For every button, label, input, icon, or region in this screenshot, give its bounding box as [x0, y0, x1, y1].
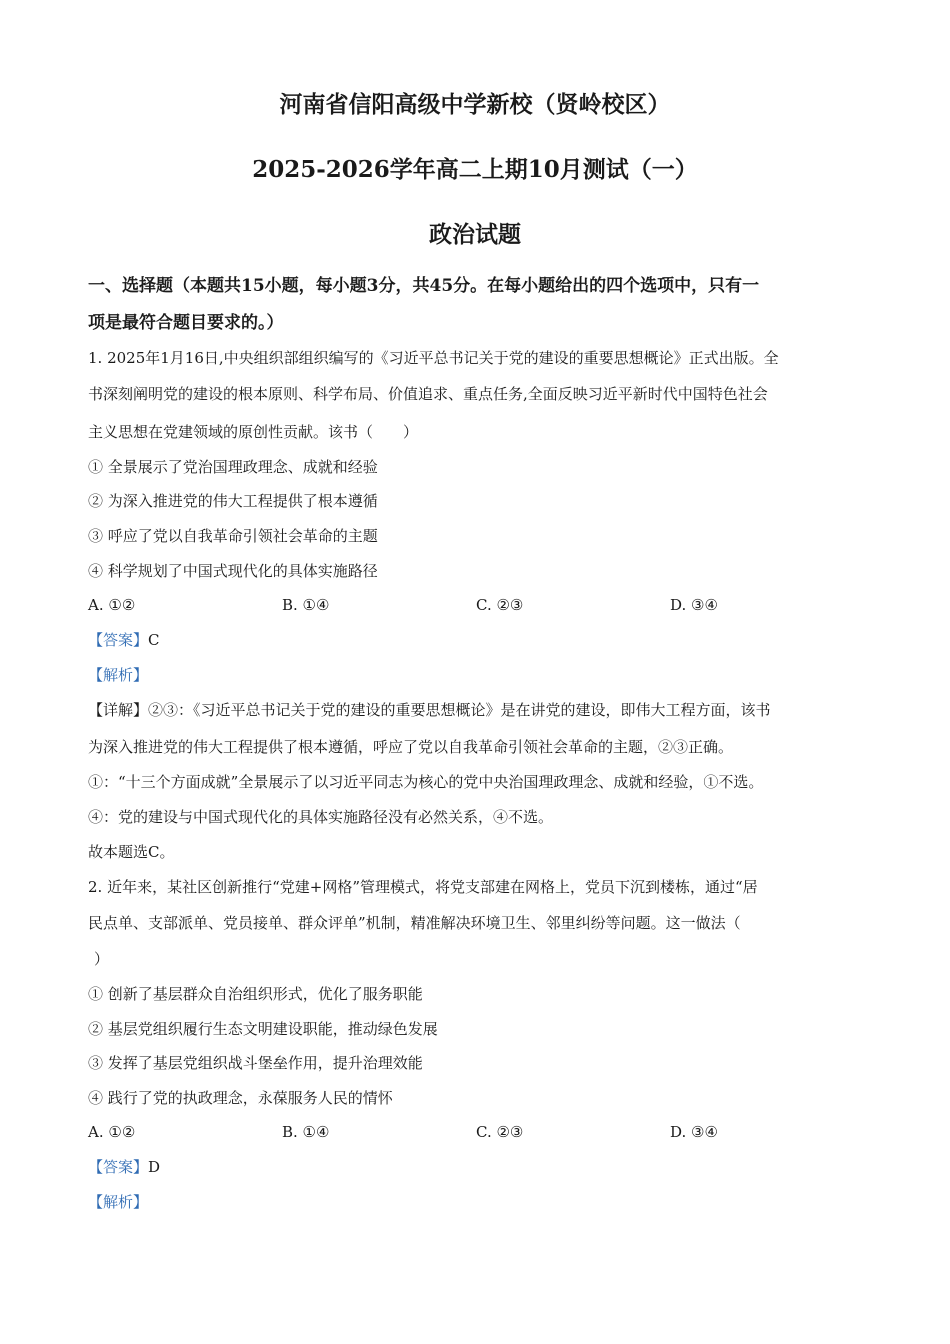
q2-option-b: B. ①④	[282, 1123, 330, 1141]
analysis-tag: 【解析】	[88, 1193, 149, 1211]
q2-item: ③ 发挥了基层党组织战斗堡垒作用，提升治理效能	[88, 1054, 423, 1072]
exam-title: 2025-2026学年高二上期10月测试（一）	[252, 156, 698, 183]
q1-item: ③ 呼应了党以自我革命引领社会革命的主题	[88, 527, 378, 545]
q1-option-d: D. ③④	[670, 596, 718, 614]
q1-option-b: B. ①④	[282, 596, 330, 614]
q1-detail-line	[88, 699, 771, 721]
q1-item: ② 为深入推进党的伟大工程提供了根本遵循	[88, 492, 378, 510]
answer-tag: 【答案】	[88, 1158, 149, 1176]
q1-stem-line: 主义思想在党建领域的原创性贡献。该书（ ）	[88, 423, 419, 441]
q2-stem-line: 民点单、支部派单、党员接单、群众评单”机制，精准解决环境卫生、邻里纠纷等问题。这一做法（	[88, 914, 741, 932]
q1-item: ④ 科学规划了中国式现代化的具体实施路径	[88, 562, 378, 580]
q2-stem-line: ）	[94, 950, 110, 968]
q2-answer	[88, 1156, 160, 1178]
q1-detail-line: 故本题选C。	[88, 843, 175, 861]
q2-stem-line: 2. 近年来，某社区创新推行“党建+网格”管理模式，将党支部建在网格上，党员下沉到楼栋，通过“居	[88, 878, 758, 896]
q1-detail-line: ④：党的建设与中国式现代化的具体实施路径没有必然关系，④不选。	[88, 808, 554, 826]
q1-detail-line: 为深入推进党的伟大工程提供了根本遵循，呼应了党以自我革命引领社会革命的主题，②③正确。	[88, 738, 734, 756]
q2-item: ① 创新了基层群众自治组织形式，优化了服务职能	[88, 985, 423, 1003]
school-title: 河南省信阳高级中学新校（贤岭校区）	[279, 91, 671, 118]
q2-item: ④ 践行了党的执政理念，永葆服务人民的情怀	[88, 1089, 393, 1107]
q1-item: ① 全景展示了党治国理政理念、成就和经验	[88, 458, 378, 476]
answer-value: C	[148, 631, 160, 649]
q2-option-c: C. ②③	[476, 1123, 524, 1141]
q2-option-a: A. ①②	[88, 1123, 136, 1141]
q1-option-a: A. ①②	[88, 596, 136, 614]
answer-value: D	[148, 1158, 161, 1176]
detail-text: ②③：《习近平总书记关于党的建设的重要思想概论》是在讲党的建设，即伟大工程方面，该书	[148, 701, 771, 719]
analysis-tag: 【解析】	[88, 666, 149, 684]
detail-tag: 【详解】	[88, 701, 149, 719]
subject-title: 政治试题	[429, 221, 521, 248]
q1-detail-line: ①：“十三个方面成就”全景展示了以习近平同志为核心的党中央治国理政理念、成就和经验，①不选。	[88, 773, 764, 791]
q1-stem-line: 书深刻阐明党的建设的根本原则、科学布局、价值追求、重点任务,全面反映习近平新时代中国特色社会	[88, 385, 768, 403]
q1-analysis-heading	[88, 664, 148, 686]
q2-option-d: D. ③④	[670, 1123, 718, 1141]
q2-analysis-heading	[88, 1191, 148, 1213]
q1-answer	[88, 629, 160, 651]
q1-option-c: C. ②③	[476, 596, 524, 614]
section-heading-line2: 项是最符合题目要求的。）	[88, 313, 284, 333]
q2-item: ② 基层党组织履行生态文明建设职能，推动绿色发展	[88, 1020, 438, 1038]
answer-tag: 【答案】	[88, 631, 149, 649]
section-heading-line1: 一、选择题（本题共15小题，每小题3分，共45分。在每小题给出的四个选项中，只有一	[88, 276, 760, 296]
q1-stem-line: 1. 2025年1月16日,中央组织部组织编写的《习近平总书记关于党的建设的重要思想概论》正式出版。全	[88, 349, 779, 367]
